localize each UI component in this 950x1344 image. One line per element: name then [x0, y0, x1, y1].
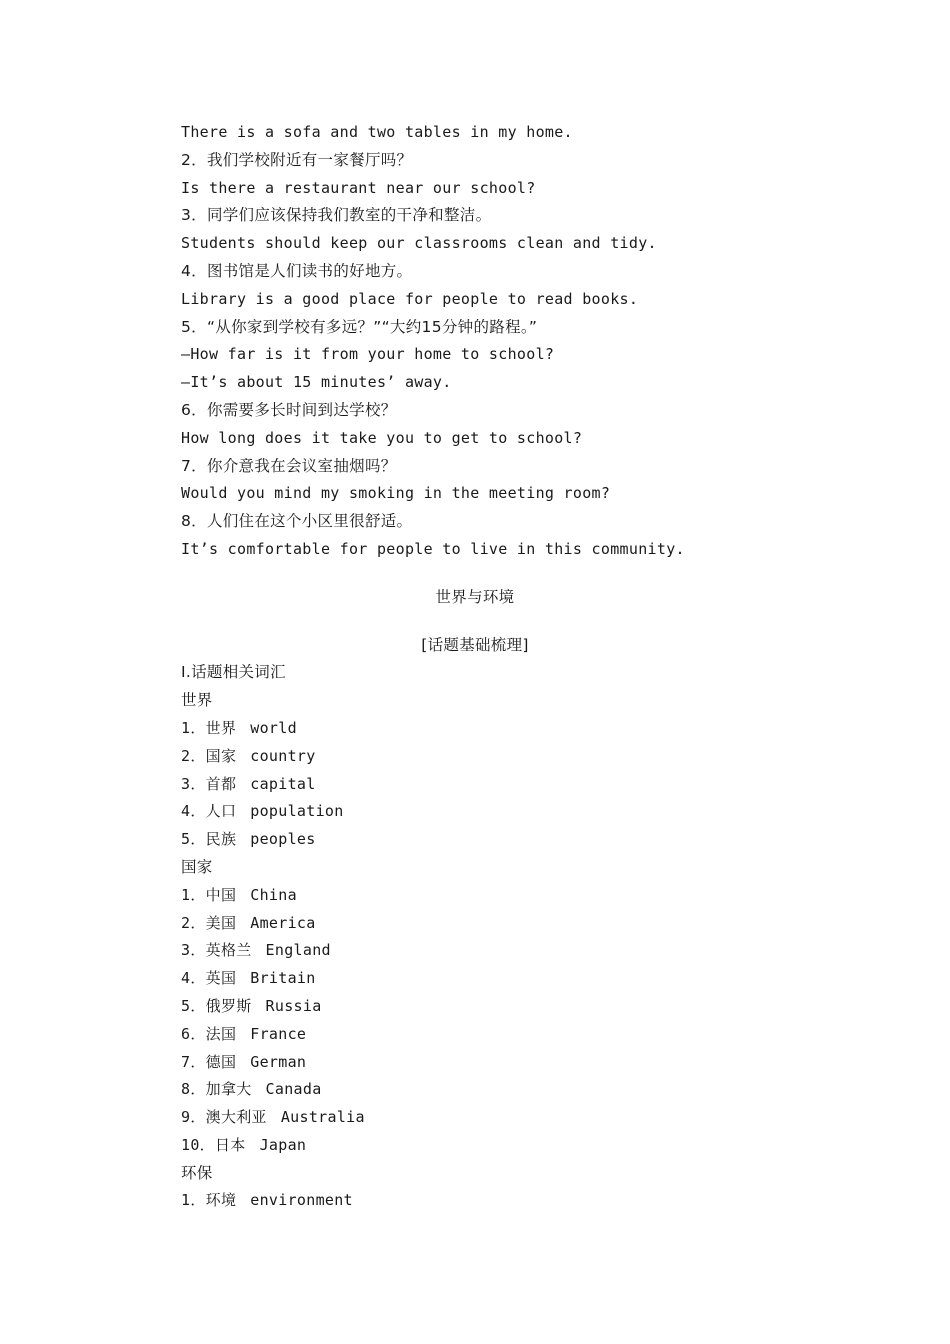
sentence-line: 8．人们住在这个小区里很舒适。: [181, 512, 413, 531]
vocab-en: Japan: [259, 1135, 307, 1154]
vocab-group-environment: [181, 1160, 781, 1216]
sentence-line: 7．你介意我在会议室抽烟吗？: [181, 456, 397, 475]
vocab-group-world: [181, 687, 781, 854]
vocab-num: 1．: [181, 718, 206, 737]
sentence-line: Is there a restaurant near our school?: [181, 178, 536, 197]
vocab-en: capital: [250, 774, 316, 793]
vocab-item: [181, 771, 781, 799]
vocab-item: [181, 798, 781, 826]
vocab-en: France: [250, 1024, 307, 1043]
sentence-line: Students should keep our classrooms clean and tidy.: [181, 234, 657, 253]
vocab-en: country: [250, 746, 316, 765]
group-heading: 国家: [181, 857, 213, 876]
vocab-item: [181, 882, 781, 910]
vocab-item: [181, 937, 781, 965]
vocab-num: 3．: [181, 941, 206, 960]
vocab-item: [181, 1076, 781, 1104]
vocab-item: [181, 1049, 781, 1077]
vocab-num: 5．: [181, 996, 206, 1015]
vocab-num: 8．: [181, 1080, 206, 1099]
vocab-num: 1．: [181, 885, 206, 904]
vocab-zh: 民族: [205, 830, 237, 849]
vocab-num: 7．: [181, 1052, 206, 1071]
vocab-zh: 英国: [205, 969, 237, 988]
vocab-zh: 德国: [205, 1052, 237, 1071]
vocab-zh: 法国: [205, 1024, 237, 1043]
sentence-line: 4．图书馆是人们读书的好地方。: [181, 261, 413, 280]
vocab-zh: 世界: [205, 718, 237, 737]
vocab-en: world: [250, 718, 297, 737]
vocab-en: Canada: [265, 1080, 322, 1099]
vocab-en: England: [265, 941, 331, 960]
vocab-num: 2．: [181, 913, 206, 932]
vocab-en: peoples: [250, 830, 316, 849]
vocab-num: 3．: [181, 774, 206, 793]
vocab-en: Britain: [250, 969, 316, 988]
sentence-line: 6．你需要多长时间到达学校？: [181, 400, 397, 419]
vocab-zh: 环境: [205, 1191, 237, 1210]
sentence-line: Library is a good place for people to read books.: [181, 289, 639, 308]
sentence-line: 3．同学们应该保持我们教室的干净和整洁。: [181, 206, 492, 225]
vocab-item: [181, 1132, 781, 1160]
vocab-item: [181, 1021, 781, 1049]
vocab-en: environment: [250, 1191, 353, 1210]
sentence-line: 5．“从你家到学校有多远？”“大约15分钟的路程。”: [181, 317, 538, 336]
section-title: 世界与环境: [435, 587, 515, 606]
vocab-zh: 加拿大: [205, 1080, 252, 1099]
group-heading: 世界: [181, 691, 213, 710]
vocab-zh: 首都: [205, 774, 237, 793]
vocab-en: German: [250, 1052, 307, 1071]
vocab-num: 2．: [181, 746, 206, 765]
vocab-num: 4．: [181, 969, 206, 988]
vocab-zh: 俄罗斯: [205, 996, 252, 1015]
vocab-zh: 日本: [214, 1135, 246, 1154]
sentence-line: How long does it take you to get to school?: [181, 428, 583, 447]
vocab-num: 5．: [181, 830, 206, 849]
vocab-zh: 英格兰: [205, 941, 252, 960]
vocab-item: [181, 1187, 781, 1215]
vocab-en: population: [250, 802, 344, 821]
vocab-item: [181, 1104, 781, 1132]
sentence-line: 2．我们学校附近有一家餐厅吗？: [181, 150, 413, 169]
subsection-title: [话题基础梳理]: [421, 635, 529, 654]
vocab-num: 9．: [181, 1108, 206, 1127]
vocab-en: Russia: [265, 996, 322, 1015]
vocab-zh: 中国: [205, 885, 237, 904]
vocab-num: 1．: [181, 1191, 206, 1210]
vocab-zh: 美国: [205, 913, 237, 932]
vocab-zh: 国家: [205, 746, 237, 765]
vocab-item: [181, 993, 781, 1021]
vocab-group-countries: [181, 854, 781, 1160]
vocab-item: [181, 910, 781, 938]
sentence-line: —How far is it from your home to school?: [181, 345, 555, 364]
vocab-item: [181, 826, 781, 854]
vocab-num: 6．: [181, 1024, 206, 1043]
part-heading: Ⅰ.话题相关词汇: [181, 663, 286, 682]
vocab-item: [181, 743, 781, 771]
group-heading: 环保: [181, 1163, 213, 1182]
vocab-num: 10．: [181, 1135, 215, 1154]
vocab-zh: 澳大利亚: [205, 1108, 267, 1127]
vocab-en: China: [250, 885, 297, 904]
page-content: [181, 119, 781, 1215]
sentence-line: It’s comfortable for people to live in this community.: [181, 539, 685, 558]
vocab-item: [181, 715, 781, 743]
vocab-en: America: [250, 913, 316, 932]
vocab-zh: 人口: [205, 802, 237, 821]
vocab-item: [181, 965, 781, 993]
sentence-list: [181, 119, 781, 564]
vocab-num: 4．: [181, 802, 206, 821]
sentence-line: —It’s about 15 minutes’ away.: [181, 373, 452, 392]
sentence-line: Would you mind my smoking in the meeting room?: [181, 484, 611, 503]
vocab-en: Australia: [280, 1108, 365, 1127]
sentence-line: There is a sofa and two tables in my home.: [181, 123, 573, 141]
